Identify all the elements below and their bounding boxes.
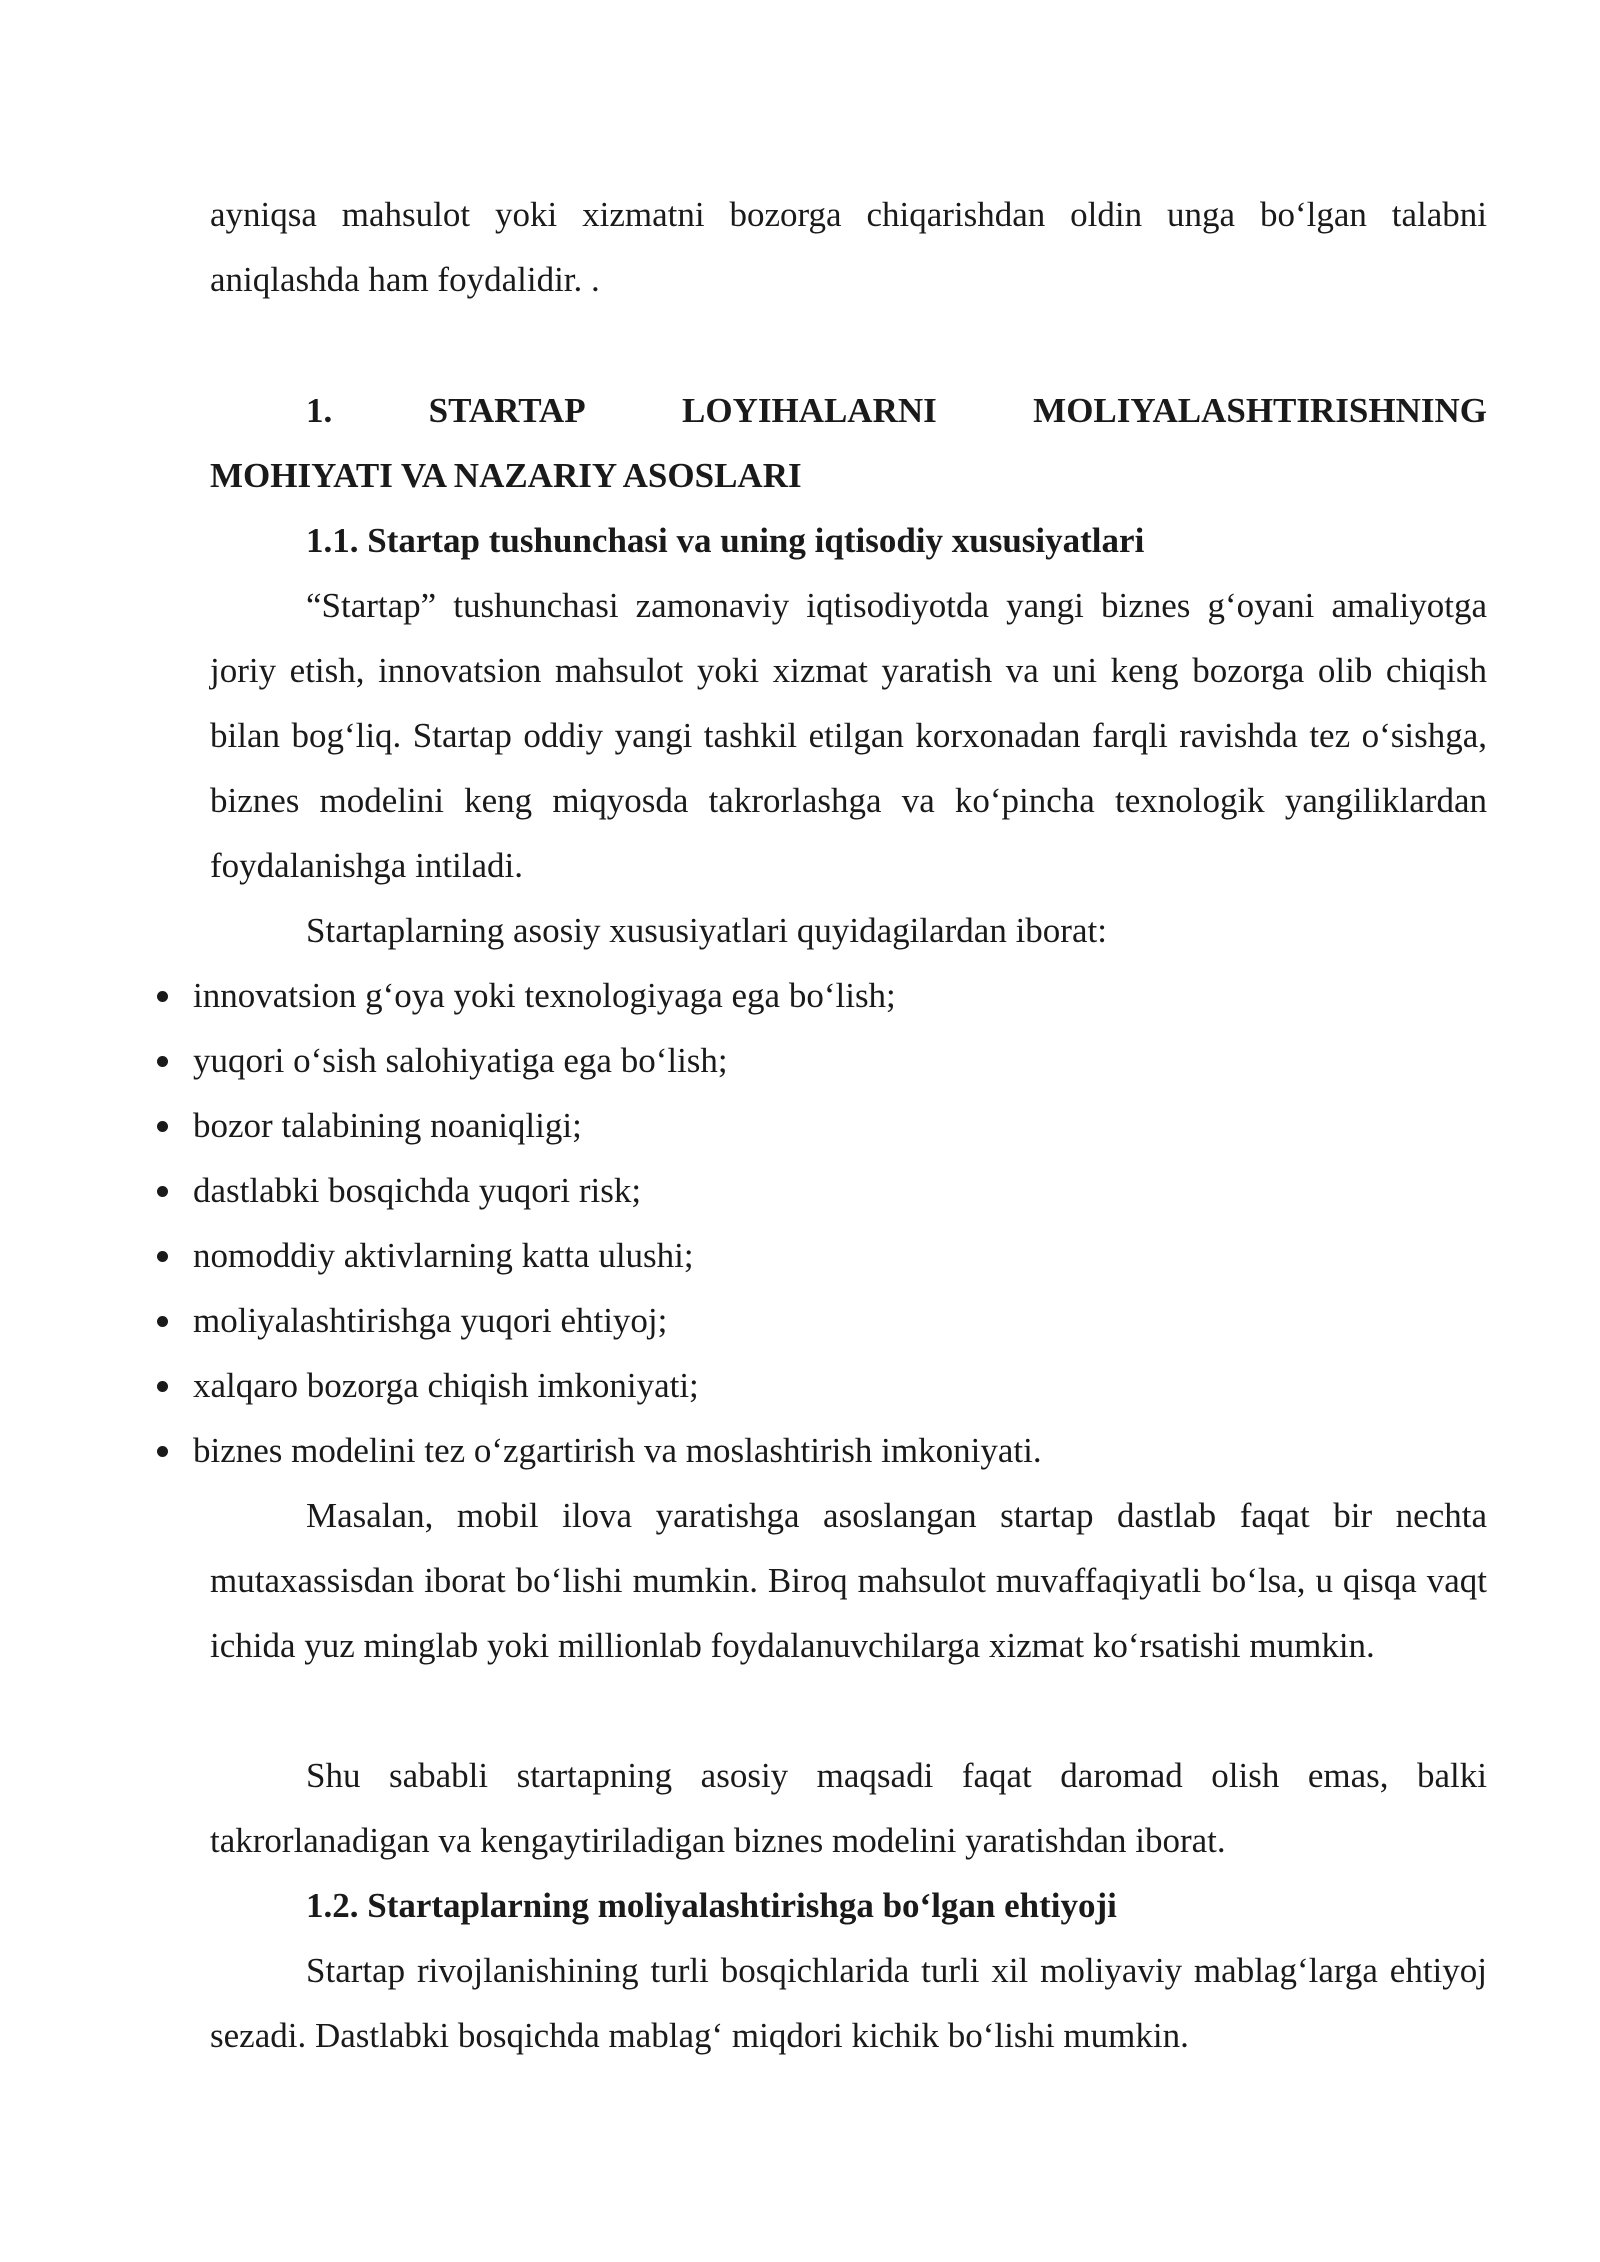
paragraph-text: “Startap” tushunchasi zamonaviy iqtisodiyotda yangi biznes g‘oyani amaliyotga joriy etish, innovatsion mahsulot yoki xizmat yaratish va uni keng bozorga olib chiqish bilan bog‘liq. Startap oddiy yangi tashkil etilgan korxonadan farqli ravishda tez o‘sishga, biznes modelini keng miqyosda takrorlashga va ko‘pincha texnologik yangiliklardan foydalanishga intiladi.: [210, 586, 1487, 885]
features-list: [0, 963, 1600, 1483]
bullet-icon: [157, 1121, 168, 1132]
list-item: [0, 963, 1600, 1028]
chapter-word-1: STARTAP: [428, 391, 586, 430]
chapter-heading-line2: MOHIYATI VA NAZARIY ASOSLARI: [210, 456, 802, 495]
intro-paragraph: [210, 182, 1487, 312]
chapter-word-3: MOLIYALASHTIRISHNING: [1033, 391, 1487, 430]
list-item: [0, 1158, 1600, 1223]
bullet-icon: [157, 1446, 168, 1457]
list-item-text: innovatsion g‘oya yoki texnologiyaga ega bo‘lish;: [193, 976, 896, 1015]
section-1-1-list-intro: [210, 898, 1487, 963]
section-1-1-paragraph-3: [210, 1743, 1487, 1873]
list-item-text: moliyalashtirishga yuqori ehtiyoj;: [193, 1301, 668, 1340]
list-item-text: nomoddiy aktivlarning katta ulushi;: [193, 1236, 694, 1275]
list-item-text: biznes modelini tez o‘zgartirish va moslashtirish imkoniyati.: [193, 1431, 1042, 1470]
list-item: [0, 1028, 1600, 1093]
list-item: [0, 1288, 1600, 1353]
list-item: [0, 1223, 1600, 1288]
bullet-icon: [157, 1316, 168, 1327]
paragraph-text: Masalan, mobil ilova yaratishga asoslangan startap dastlab faqat bir nechta mutaxassisdan iborat bo‘lishi mumkin. Biroq mahsulot muvaffaqiyatli bo‘lsa, u qisqa vaqt ichida yuz minglab yoki millionlab foydalanuvchilarga xizmat ko‘rsatishi mumkin.: [210, 1496, 1487, 1665]
bullet-icon: [157, 1186, 168, 1197]
paragraph-text: Startap rivojlanishining turli bosqichlarida turli xil moliyaviy mablag‘larga ehtiyoj sezadi. Dastlabki bosqichda mablag‘ miqdori kichik bo‘lishi mumkin.: [210, 1951, 1487, 2055]
section-1-1-title: 1.1. Startap tushunchasi va uning iqtisodiy xususiyatlari: [306, 521, 1145, 560]
chapter-heading: [210, 378, 1487, 508]
intro-text: ayniqsa mahsulot yoki xizmatni bozorga chiqarishdan oldin unga bo‘lgan talabni aniqlashda ham foydalidir. .: [210, 195, 1487, 299]
section-1-2-title: 1.2. Startaplarning moliyalashtirishga bo‘lgan ehtiyoji: [306, 1886, 1117, 1925]
bullet-icon: [157, 1251, 168, 1262]
bullet-icon: [157, 1056, 168, 1067]
section-1-2-paragraph-1: [210, 1938, 1487, 2068]
list-item-text: bozor talabining noaniqligi;: [193, 1106, 582, 1145]
list-item: [0, 1353, 1600, 1418]
chapter-heading-line1: [210, 378, 1487, 443]
list-item: [0, 1093, 1600, 1158]
list-item-text: dastlabki bosqichda yuqori risk;: [193, 1171, 642, 1210]
section-1-1-paragraph-1: [210, 573, 1487, 898]
list-item-text: xalqaro bozorga chiqish imkoniyati;: [193, 1366, 699, 1405]
list-item-text: yuqori o‘sish salohiyatiga ega bo‘lish;: [193, 1041, 728, 1080]
chapter-word-2: LOYIHALARNI: [682, 391, 937, 430]
bullet-icon: [157, 991, 168, 1002]
chapter-number: 1.: [306, 391, 333, 430]
paragraph-text: Shu sababli startapning asosiy maqsadi faqat daromad olish emas, balki takrorlanadigan va kengaytiriladigan biznes modelini yaratishdan iborat.: [210, 1756, 1487, 1860]
section-1-1-paragraph-2: [210, 1483, 1487, 1678]
bullet-icon: [157, 1381, 168, 1392]
list-intro-text: Startaplarning asosiy xususiyatlari quyidagilardan iborat:: [306, 911, 1107, 950]
list-item: [0, 1418, 1600, 1483]
